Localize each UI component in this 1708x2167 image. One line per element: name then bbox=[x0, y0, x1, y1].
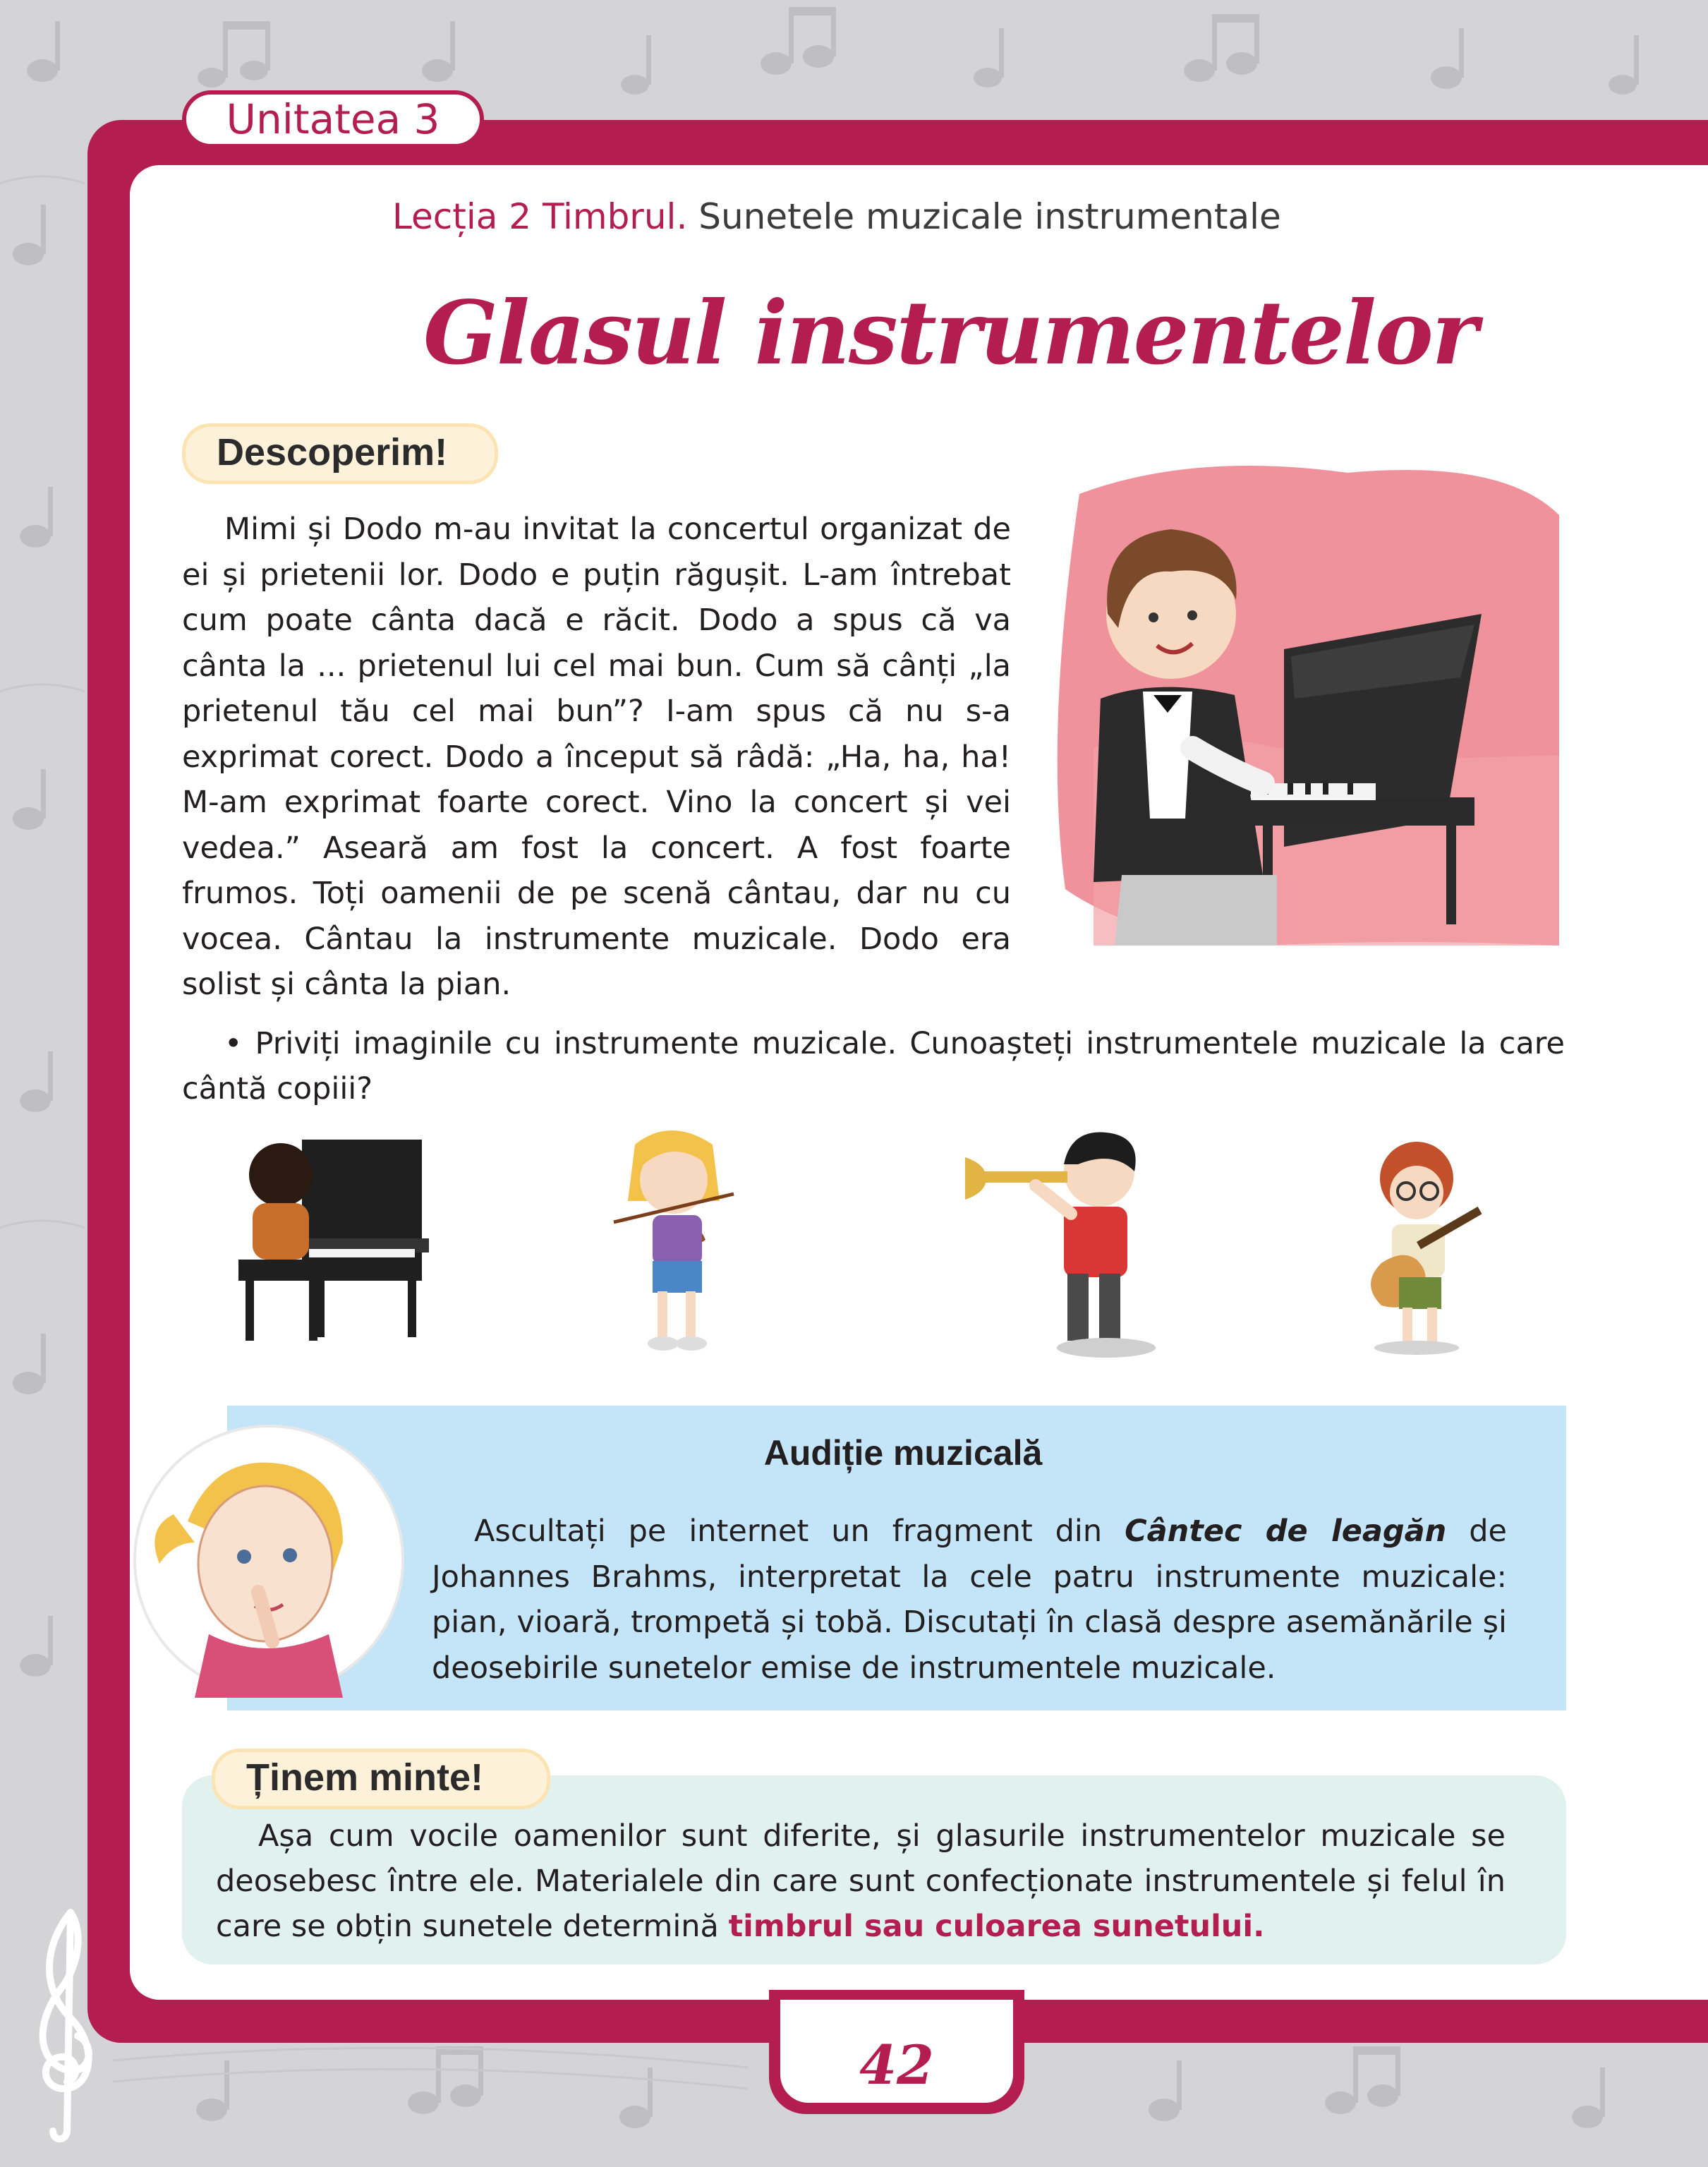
story-text bbox=[182, 507, 1011, 1008]
page-number: 42 bbox=[859, 2034, 934, 2096]
song-title: Cântec de leagăn bbox=[1125, 1514, 1447, 1549]
task-text: • Priviți imaginile cu instrumente muzicale. Cunoașteți instrumentele muzicale la care cântă copiii? bbox=[182, 1026, 1565, 1106]
task-instruction bbox=[182, 1021, 1565, 1111]
audition-text-before: Ascultați pe internet un fragment din bbox=[474, 1514, 1125, 1549]
page-title: Glasul instrumentelor bbox=[423, 282, 1477, 385]
lesson-number: Lecția 2 Timbrul. bbox=[392, 196, 688, 237]
girl-playing-violin-illustration bbox=[593, 1116, 755, 1356]
lesson-subtitle: Sunetele muzicale instrumentale bbox=[687, 196, 1281, 237]
boy-playing-guitar-illustration bbox=[1339, 1136, 1501, 1355]
audition-text bbox=[432, 1509, 1507, 1691]
remember-paragraph bbox=[216, 1813, 1506, 1949]
audition-paragraph bbox=[432, 1509, 1507, 1691]
audition-title: Audiție muzicală bbox=[763, 1433, 1043, 1473]
audition-text-after: de Johannes Brahms, interpretat la cele patru instrumente muzicale: pian, vioară, trompetă și tobă. Discutați în clasă despre asemănările și deosebirile sunetelor emise de instrumentele muzicale. bbox=[432, 1514, 1507, 1686]
lesson-heading bbox=[392, 196, 1450, 237]
girl-listening-illustration bbox=[131, 1423, 406, 1698]
remember-text bbox=[216, 1813, 1506, 1949]
remember-highlight: timbrul sau culoarea sunetului. bbox=[728, 1909, 1265, 1944]
boy-playing-piano-illustration bbox=[1051, 452, 1566, 960]
unit-label: Unitatea 3 bbox=[182, 90, 484, 148]
boy-playing-trumpet-illustration bbox=[958, 1122, 1170, 1362]
story-paragraph: Mimi și Dodo m-au invitat la concertul organizat de ei și prietenii lor. Dodo e puțin răgușit. L-am întrebat cum poate cânta dacă e răcit. Dodo a spus că va cânta la ... prietenul lui cel mai bun. Cum să cânți „la prietenul tău cel mai bun”? I-am spus că nu s-a exprimat corect. Dodo a început să râdă: „Ha, ha, ha! M-am exprimat foarte corect. Vino la concert și vei vedea.” Aseară am fost la concert. A fost foarte frumos. Toți oamenii de pe scenă cântau, dar nu cu vocea. Cântau la instrumente muzicale. Dodo era solist și cânta la pian. bbox=[182, 512, 1011, 1002]
girl-playing-piano-illustration bbox=[224, 1133, 429, 1344]
remember-label: Ținem minte! bbox=[212, 1749, 550, 1809]
discover-label: Descoperim! bbox=[182, 423, 498, 484]
remember-body: Așa cum vocile oamenilor sunt diferite, și glasurile instrumentelor muzicale se deosebesc între ele. Materialele din care sunt confecționate instrumentele și felul în care se obțin sunetele determină bbox=[216, 1818, 1506, 1944]
